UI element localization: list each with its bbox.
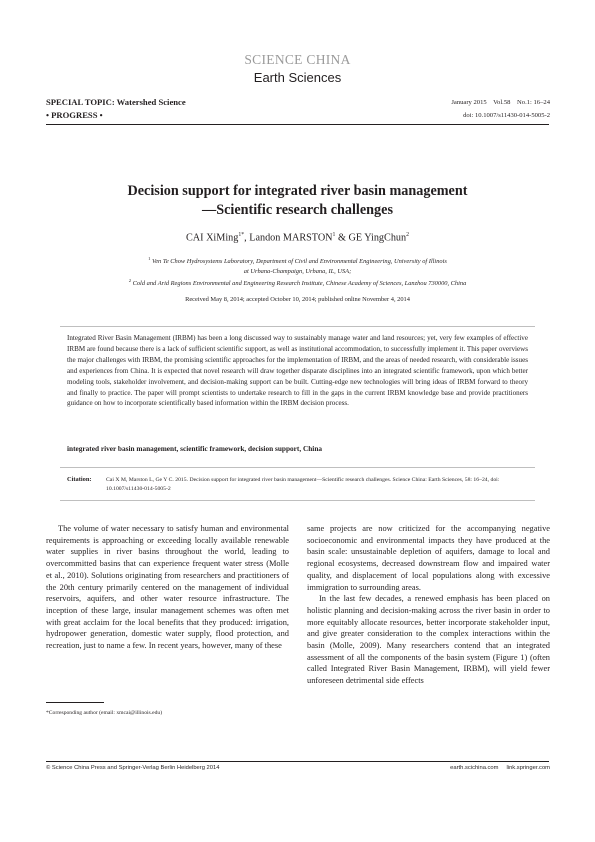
issue-meta — [451, 96, 550, 122]
topic-block — [46, 96, 186, 122]
corresponding-author-note: *Corresponding author (email: xmcai@illinois.edu) — [46, 710, 163, 716]
author-marker: 2 — [406, 232, 410, 238]
author-marker: 1* — [238, 232, 245, 238]
author-separator: , — [244, 232, 250, 244]
body-paragraph: In the last few decades, a renewed emphasis has been placed on holistic planning and decision-making across the river basin in order to more equitably allocate resources, better incorporate stakeholder input, and give greater consideration to the complex interactions within the basin (Molle, 2009). Many researchers contend that an integrated assessment of all the components of the basin system (Figure 1) (often called Integrated River Basin Management, IRBM), will yield fewer unforeseen detrimental side effects — [307, 594, 550, 686]
doi[interactable]: doi: 10.1007/s11430-014-5005-2 — [463, 112, 550, 119]
affiliation: $^2$ Cold and Arid Regions Environmental and Engineering Research Institute, Chinese Academy of Sciences, Lanzhou 730000, China — [128, 278, 467, 288]
footnote-rule — [46, 702, 104, 703]
author-list — [46, 232, 549, 243]
copyright: © Science China Press and Springer-Verlag Berlin Heidelberg 2014 — [46, 765, 220, 771]
author-name: Landon MARSTON — [249, 232, 333, 244]
affiliations — [60, 254, 535, 289]
received-dates: Received May 8, 2014; accepted October 10, 2014; published online November 4, 2014 — [185, 296, 410, 303]
header-divider — [46, 124, 549, 125]
affiliation: at Urbana-Champaign, Urbana, IL, USA; — [243, 267, 352, 275]
article-title — [46, 182, 549, 220]
author-name: GE YingChun — [348, 232, 407, 244]
body-paragraph: The volume of water necessary to satisfy human and environmental requirements is approaching or exceeding locally available renewable water supplies in river basins throughout the world, leading to overcommitted basins that can experience frequent water stress (Molle et al., 2010). Solutions originating from researchers and practitioners of the 20th century primarily centered on the management of individual reservoirs, aquifers, and other water resource infrastructure. The inception of these large, insular management schemes was often met with great acclaim for the local benefits that they produced: irrigation, hydropower generation, domestic water supply, flood protection, and recreation, just to name a few. In recent years, however, many of these — [46, 524, 289, 651]
article-type: • PROGRESS • — [46, 110, 103, 120]
journal-masthead — [0, 52, 595, 85]
body-column-left — [46, 523, 289, 652]
citation-top-rule — [60, 467, 535, 468]
body-column-right — [307, 523, 550, 687]
special-topic: SPECIAL TOPIC: Watershed Science — [46, 97, 186, 107]
abstract-top-rule — [60, 326, 535, 327]
abstract: Integrated River Basin Management (IRBM) has been a long discussed way to sustainably manage water and land resources; yet, very few examples of effective IRBM are found because there is a lack of sufficient scientific support, as well as institutional accommodation, to successfully implement it. This paper overviews the major challenges with IRBM, the promising scientific approaches for the implementation of IRBM, and the areas of needed research, with considerable issues and experiences from China. It is expected that novel research will draw together disparate disciplines into an integrated scientific framework, upon which better modeling tools, stakeholder involvement, and decision-making support can be built. Cutting-edge new technologies will bring ideas of IRBM forward to theory and finally to practice. The paper will prompt scientists to undertake research to fill in the gaps in the current IRBM knowledge base and provide practitioners guidance on how to incorporate scientifically based information within the IRBM decision process. — [67, 334, 528, 408]
body-paragraph: same projects are now criticized for the accompanying negative socioeconomic and environmental impacts they have produced at the basin scale: unsustainable depletion of aquifers, damage to local and regional ecosystems, decreased downstream flow and impaired water quality, and displacement of local populations along with excessive immigration to surrounding areas. — [307, 524, 550, 592]
footer-link[interactable]: link.springer.com — [506, 765, 550, 771]
journal-name: SCIENCE CHINA — [244, 52, 351, 67]
footer-link[interactable]: earth.scichina.com — [450, 765, 499, 771]
footer-links — [442, 765, 550, 771]
citation-text: Cai X M, Marston L, Ge Y C. 2015. Decision support for integrated river basin management—Scientific research challenges. Science China: Earth Sciences, 58: 16–24, doi: 10.1007/s11430-014-5005-2 — [106, 477, 500, 492]
title-line-1: Decision support for integrated river basin management — [127, 183, 468, 199]
title-line-2: —Scientific research challenges — [202, 202, 393, 218]
author-name: CAI XiMing — [185, 232, 239, 244]
footer-divider — [46, 761, 549, 762]
author-separator: & — [335, 232, 349, 244]
issue-info: January 2015 Vol.58 No.1: 16–24 — [451, 99, 550, 106]
author-marker: 1 — [332, 232, 336, 238]
citation-bottom-rule — [60, 500, 535, 501]
affiliation: $^1$ Ven Te Chow Hydrosystems Laboratory, Department of Civil and Environmental Engineering, University of Illinois — [148, 256, 447, 266]
citation-label: Citation: — [67, 476, 92, 483]
keywords: integrated river basin management, scientific framework, decision support, China — [67, 444, 323, 453]
journal-section: Earth Sciences — [253, 70, 342, 85]
